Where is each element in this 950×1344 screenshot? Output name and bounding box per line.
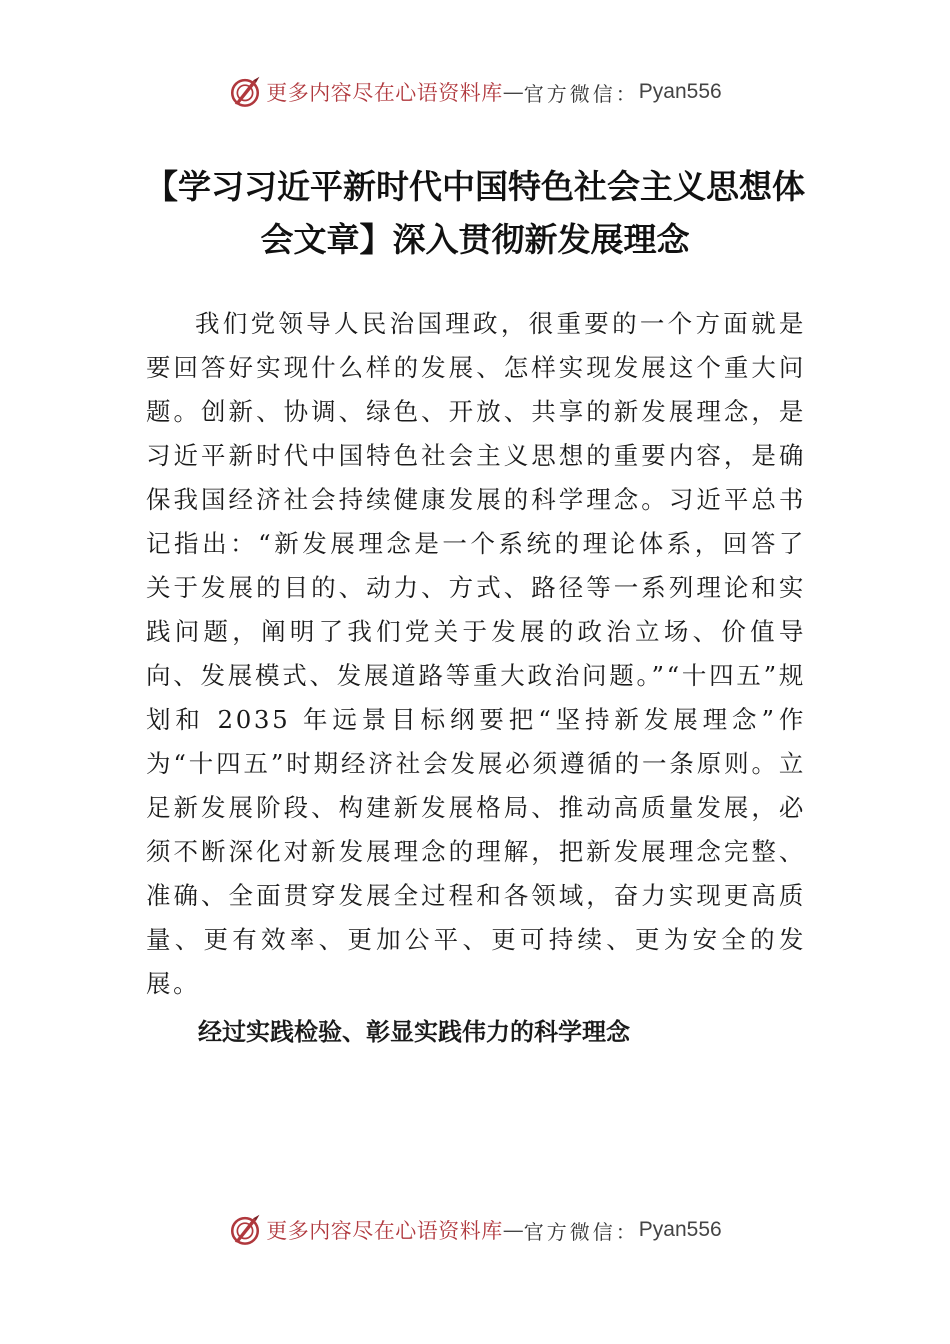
wechat-id: Pyan556 (638, 1218, 722, 1241)
article-paragraph: 我们党领导人民治国理政，很重要的一个方面就是要回答好实现什么样的发展、怎样实现发展这个重大问题。创新、协调、绿色、开放、共享的新发展理念，是习近平新时代中国特色社会主义思想的重要内容，是确保我国经济社会持续健康发展的科学理念。习近平总书记指出：“新发展理念是一个系统的理论体系，回答了关于发展的目的、动力、方式、路径等一系列理论和实践问题，阐明了我们党关于发展的政治立场、价值导向、发展模式、发展道路等重大政治问题。”“十四五”规划和 2035 年远景目标纲要把“坚持新发展理念”作为“十四五”时期经济社会发展必须遵循的一条原则。立足新发展阶段、构建新发展格局、推动高质量发展，必须不断深化对新发展理念的理解，把新发展理念完整、准确、全面贯穿发展全过程和各领域，奋力实现更高质量、更有效率、更加公平、更可持续、更为安全的发展。 (146, 309, 806, 998)
quill-circle-logo-icon (228, 1213, 262, 1247)
banner-separator: — (502, 1218, 524, 1242)
wechat-label: 官方微信： (523, 1219, 639, 1244)
article-title: 【学习习近平新时代中国特色社会主义思想体会文章】深入贯彻新发展理念 (145, 167, 805, 259)
footer-banner (0, 1210, 950, 1250)
banner-separator: — (502, 80, 524, 104)
quill-circle-logo-icon (228, 75, 262, 109)
site-name: 更多内容尽在心语资料库 (266, 1219, 503, 1243)
header-banner (0, 72, 950, 112)
section-subheading: 经过实践检验、彰显实践伟力的科学理念 (198, 1018, 630, 1046)
wechat-id: Pyan556 (638, 80, 722, 103)
site-name: 更多内容尽在心语资料库 (266, 81, 503, 105)
wechat-label: 官方微信： (523, 81, 639, 106)
